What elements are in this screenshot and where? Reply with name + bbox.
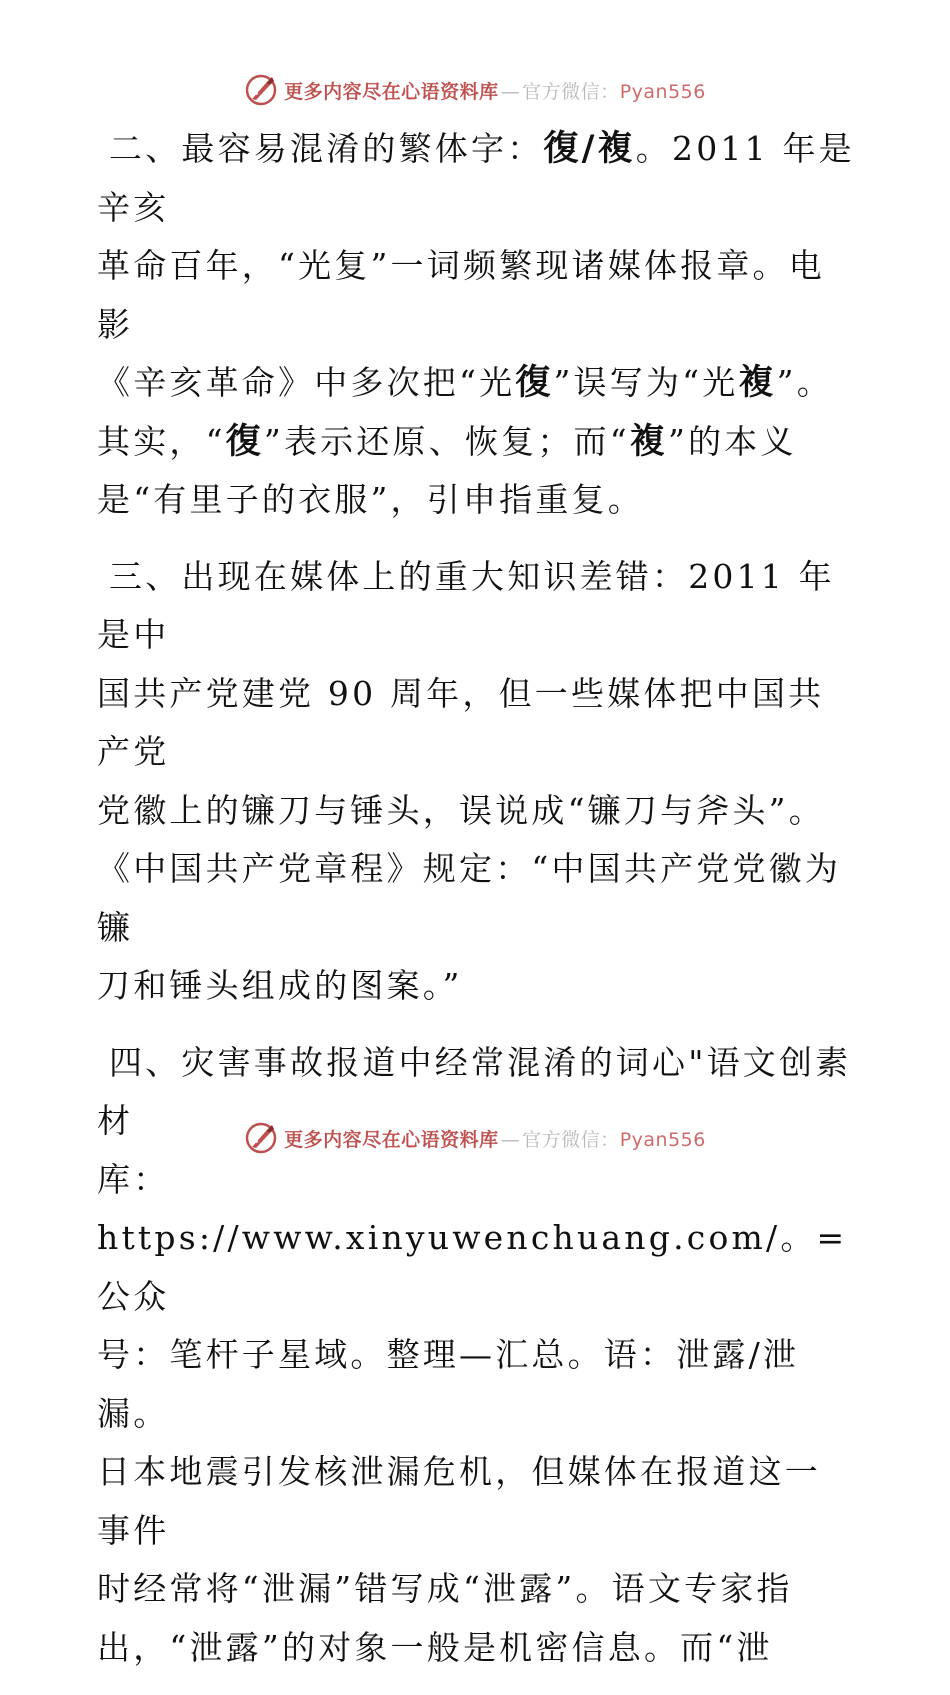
text-segment: 三、出现在媒体上的重大知识差错：2011 年是中 bbox=[97, 556, 835, 654]
text-segment: ”表示还原、恢复；而“ bbox=[263, 421, 630, 461]
quill-pen-logo-icon bbox=[244, 73, 278, 107]
header-banner bbox=[0, 70, 950, 110]
text-line bbox=[97, 957, 857, 1016]
text-line bbox=[97, 1443, 857, 1560]
paragraph bbox=[97, 548, 857, 1016]
text-segment: 时经常将“泄漏”错写成“泄露”。语文专家指 bbox=[97, 1569, 793, 1608]
text-line bbox=[97, 471, 857, 530]
text-line bbox=[97, 120, 857, 237]
text-segment: 二、最容易混淆的繁体字： bbox=[109, 129, 544, 168]
text-segment: 革命百年，“光复”一词频繁现诸媒体报章。电影 bbox=[97, 246, 825, 344]
text-segment: 党徽上的镰刀与锤头，误说成“镰刀与斧头”。 bbox=[97, 790, 825, 830]
text-segment: 号：笔杆子星域。整理—汇总。语：泄露/泄漏。 bbox=[97, 1335, 800, 1433]
header-banner-text: 更多内容尽在心语资料库 — 官方微信：Pyan556 bbox=[284, 80, 706, 103]
text-segment: 出，“泄露”的对象一般是机密信息。而“泄 bbox=[97, 1627, 773, 1667]
text-line bbox=[97, 840, 857, 957]
footer-banner-text: 更多内容尽在心语资料库 — 官方微信：Pyan556 bbox=[284, 1128, 706, 1151]
text-line bbox=[97, 1560, 857, 1619]
text-line bbox=[97, 1151, 857, 1327]
text-segment: 《辛亥革命》中多次把“光 bbox=[97, 363, 516, 402]
text-line bbox=[97, 665, 857, 782]
document-body bbox=[97, 120, 857, 1695]
footer-banner bbox=[0, 1118, 950, 1158]
traditional-char: 複 bbox=[629, 421, 669, 462]
text-line bbox=[97, 237, 857, 354]
text-segment: 国共产党建党 90 周年，但一些媒体把中国共产党 bbox=[97, 673, 825, 771]
traditional-char: 復/複 bbox=[543, 129, 636, 169]
text-segment: 库：https://www.xinyuwenchuang.com/。=公众 bbox=[97, 1159, 848, 1316]
text-segment: 是“有里子的衣服”，引申指重复。 bbox=[97, 480, 644, 519]
text-line bbox=[97, 354, 857, 413]
traditional-char: 復 bbox=[515, 363, 554, 403]
text-segment: 其实，“ bbox=[97, 421, 226, 461]
text-segment: 《中国共产党章程》规定：“中国共产党党徽为镰 bbox=[97, 849, 842, 947]
text-line bbox=[97, 548, 857, 665]
text-segment: ”的本义 bbox=[668, 421, 797, 461]
text-segment: 日本地震引发核泄漏危机，但媒体在报道这一事件 bbox=[97, 1452, 821, 1550]
text-line bbox=[97, 1326, 857, 1443]
traditional-char: 復 bbox=[225, 421, 264, 462]
text-segment: 四、灾害事故报道中经常混淆的词心"语文创素材 bbox=[97, 1042, 852, 1140]
paragraph bbox=[97, 120, 857, 530]
quill-pen-logo-icon bbox=[244, 1121, 278, 1155]
text-line bbox=[97, 782, 857, 841]
text-line bbox=[97, 413, 857, 472]
traditional-char: 複 bbox=[738, 363, 777, 403]
text-segment: 。2011 年是辛亥 bbox=[97, 129, 855, 227]
text-segment: ”误写为“光 bbox=[553, 363, 739, 402]
text-line bbox=[97, 1619, 857, 1678]
text-segment: ”。 bbox=[776, 363, 833, 402]
text-segment: 刀和锤头组成的图案。” bbox=[97, 966, 463, 1005]
